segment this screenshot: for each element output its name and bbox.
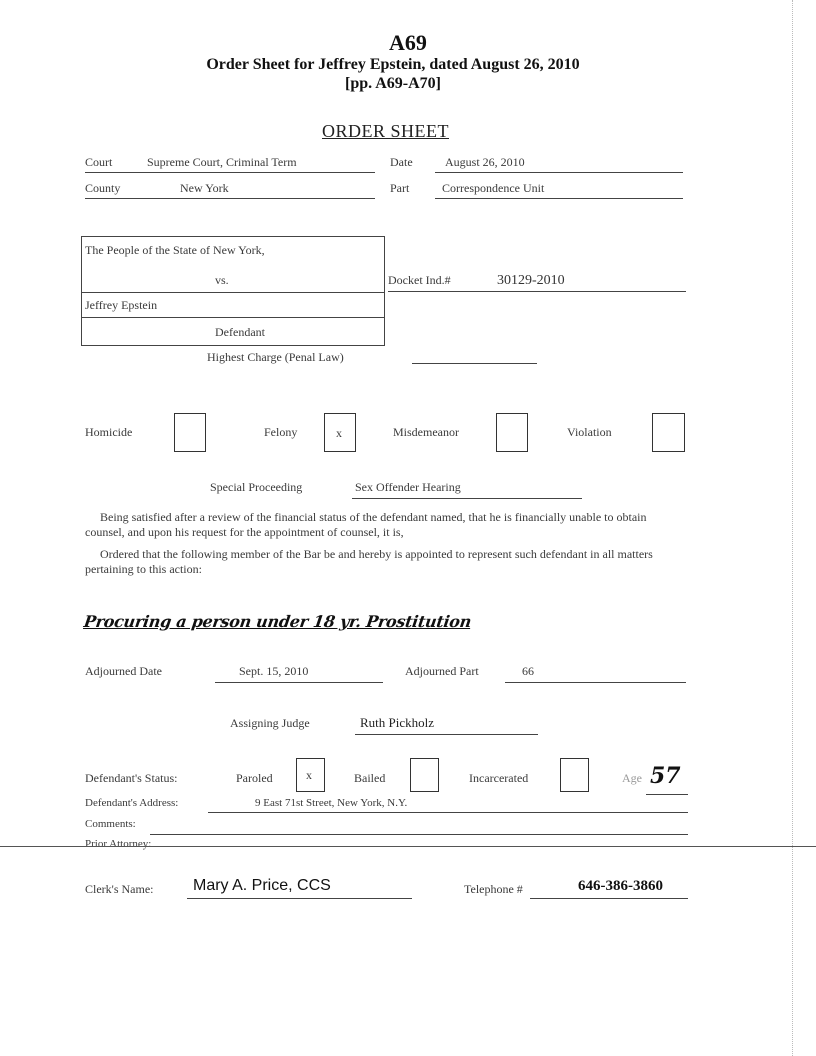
- misdemeanor-checkbox[interactable]: [496, 413, 528, 452]
- docket-underline: [388, 291, 686, 292]
- county-label: County: [85, 181, 121, 195]
- homicide-checkbox[interactable]: [174, 413, 206, 452]
- comments-label: Comments:: [85, 818, 136, 830]
- adjourned-date-label: Adjourned Date: [85, 664, 162, 678]
- highest-charge-label: Highest Charge (Penal Law): [207, 350, 344, 364]
- scan-crossing-line: [0, 846, 816, 847]
- clerk-value: Mary A. Price, CCS: [193, 877, 331, 894]
- county-underline: [85, 198, 375, 199]
- telephone-label: Telephone #: [464, 882, 523, 896]
- age-value: 57: [650, 763, 681, 789]
- adjourned-date-value: Sept. 15, 2010: [239, 664, 309, 678]
- paroled-checkbox[interactable]: [296, 758, 325, 792]
- age-underline: [646, 794, 688, 795]
- part-underline: [435, 198, 683, 199]
- prior-attorney-label: Prior Attorney:: [85, 838, 152, 850]
- special-proceeding-underline: [352, 498, 582, 499]
- adjourned-part-underline: [505, 682, 686, 683]
- court-value: Supreme Court, Criminal Term: [147, 155, 297, 169]
- telephone-value: 646-386-3860: [578, 878, 663, 894]
- exhibit-number: A69: [389, 30, 427, 55]
- homicide-label: Homicide: [85, 425, 133, 439]
- status-label: Defendant's Status:: [85, 771, 178, 785]
- incarcerated-checkbox[interactable]: [560, 758, 589, 792]
- bailed-label: Bailed: [354, 771, 386, 785]
- violation-label: Violation: [567, 425, 612, 439]
- court-label: Court: [85, 155, 113, 169]
- caption-vs: vs.: [215, 273, 229, 287]
- caption-defendant-name: Jeffrey Epstein: [85, 298, 158, 312]
- felony-checkbox[interactable]: [324, 413, 356, 452]
- paroled-checkbox-mark: x: [306, 768, 312, 782]
- caption-divider-1: [81, 292, 384, 293]
- caption-defendant-label: Defendant: [215, 325, 265, 339]
- clerk-label: Clerk's Name:: [85, 882, 154, 896]
- address-label: Defendant's Address:: [85, 797, 179, 809]
- assigning-judge-value: Ruth Pickholz: [360, 715, 435, 730]
- county-value: New York: [180, 181, 229, 195]
- telephone-underline: [530, 898, 688, 899]
- part-value: Correspondence Unit: [442, 181, 545, 195]
- court-underline: [85, 172, 375, 173]
- address-underline: [208, 812, 688, 813]
- assigning-judge-underline: [355, 734, 538, 735]
- appointment-paragraph: Ordered that the following member of the Bar be and hereby is appointed to represent such defendant in all matters pertaining to this action:: [85, 547, 653, 576]
- special-proceeding-value: Sex Offender Hearing: [355, 480, 461, 494]
- bailed-checkbox[interactable]: [410, 758, 439, 792]
- adjourned-part-value: 66: [522, 664, 534, 678]
- form-title: ORDER SHEET: [322, 121, 449, 141]
- special-proceeding-label: Special Proceeding: [210, 480, 303, 494]
- handwritten-charge: Procuring a person under 18 yr. Prostitution: [82, 612, 473, 631]
- adjourned-date-underline: [215, 682, 383, 683]
- financial-status-paragraph: Being satisfied after a review of the financial status of the defendant named, that he is financially unable to obtain counsel, and upon his request for the appointment of counsel, it is,: [85, 510, 647, 539]
- caption-divider-2: [81, 317, 384, 318]
- date-underline: [435, 172, 683, 173]
- caption-people: The People of the State of New York,: [85, 243, 265, 257]
- felony-checkbox-mark: x: [336, 426, 342, 440]
- docket-value: 30129-2010: [497, 273, 565, 288]
- incarcerated-label: Incarcerated: [469, 771, 529, 785]
- adjourned-part-label: Adjourned Part: [405, 664, 479, 678]
- misdemeanor-label: Misdemeanor: [393, 425, 459, 439]
- felony-label: Felony: [264, 425, 298, 439]
- date-label: Date: [390, 155, 413, 169]
- exhibit-pages: [pp. A69-A70]: [344, 75, 441, 92]
- part-label: Part: [390, 181, 410, 195]
- paroled-label: Paroled: [236, 771, 273, 785]
- date-value: August 26, 2010: [445, 155, 525, 169]
- assigning-judge-label: Assigning Judge: [230, 716, 310, 730]
- violation-checkbox[interactable]: [652, 413, 685, 452]
- comments-underline: [150, 834, 688, 835]
- docket-label: Docket Ind.#: [388, 273, 451, 287]
- exhibit-subtitle: Order Sheet for Jeffrey Epstein, dated August 26, 2010: [206, 56, 580, 73]
- clerk-underline: [187, 898, 412, 899]
- highest-charge-underline: [412, 363, 537, 364]
- address-value: 9 East 71st Street, New York, N.Y.: [255, 797, 408, 809]
- scan-edge-line: [792, 0, 793, 1056]
- age-label: Age: [622, 771, 642, 785]
